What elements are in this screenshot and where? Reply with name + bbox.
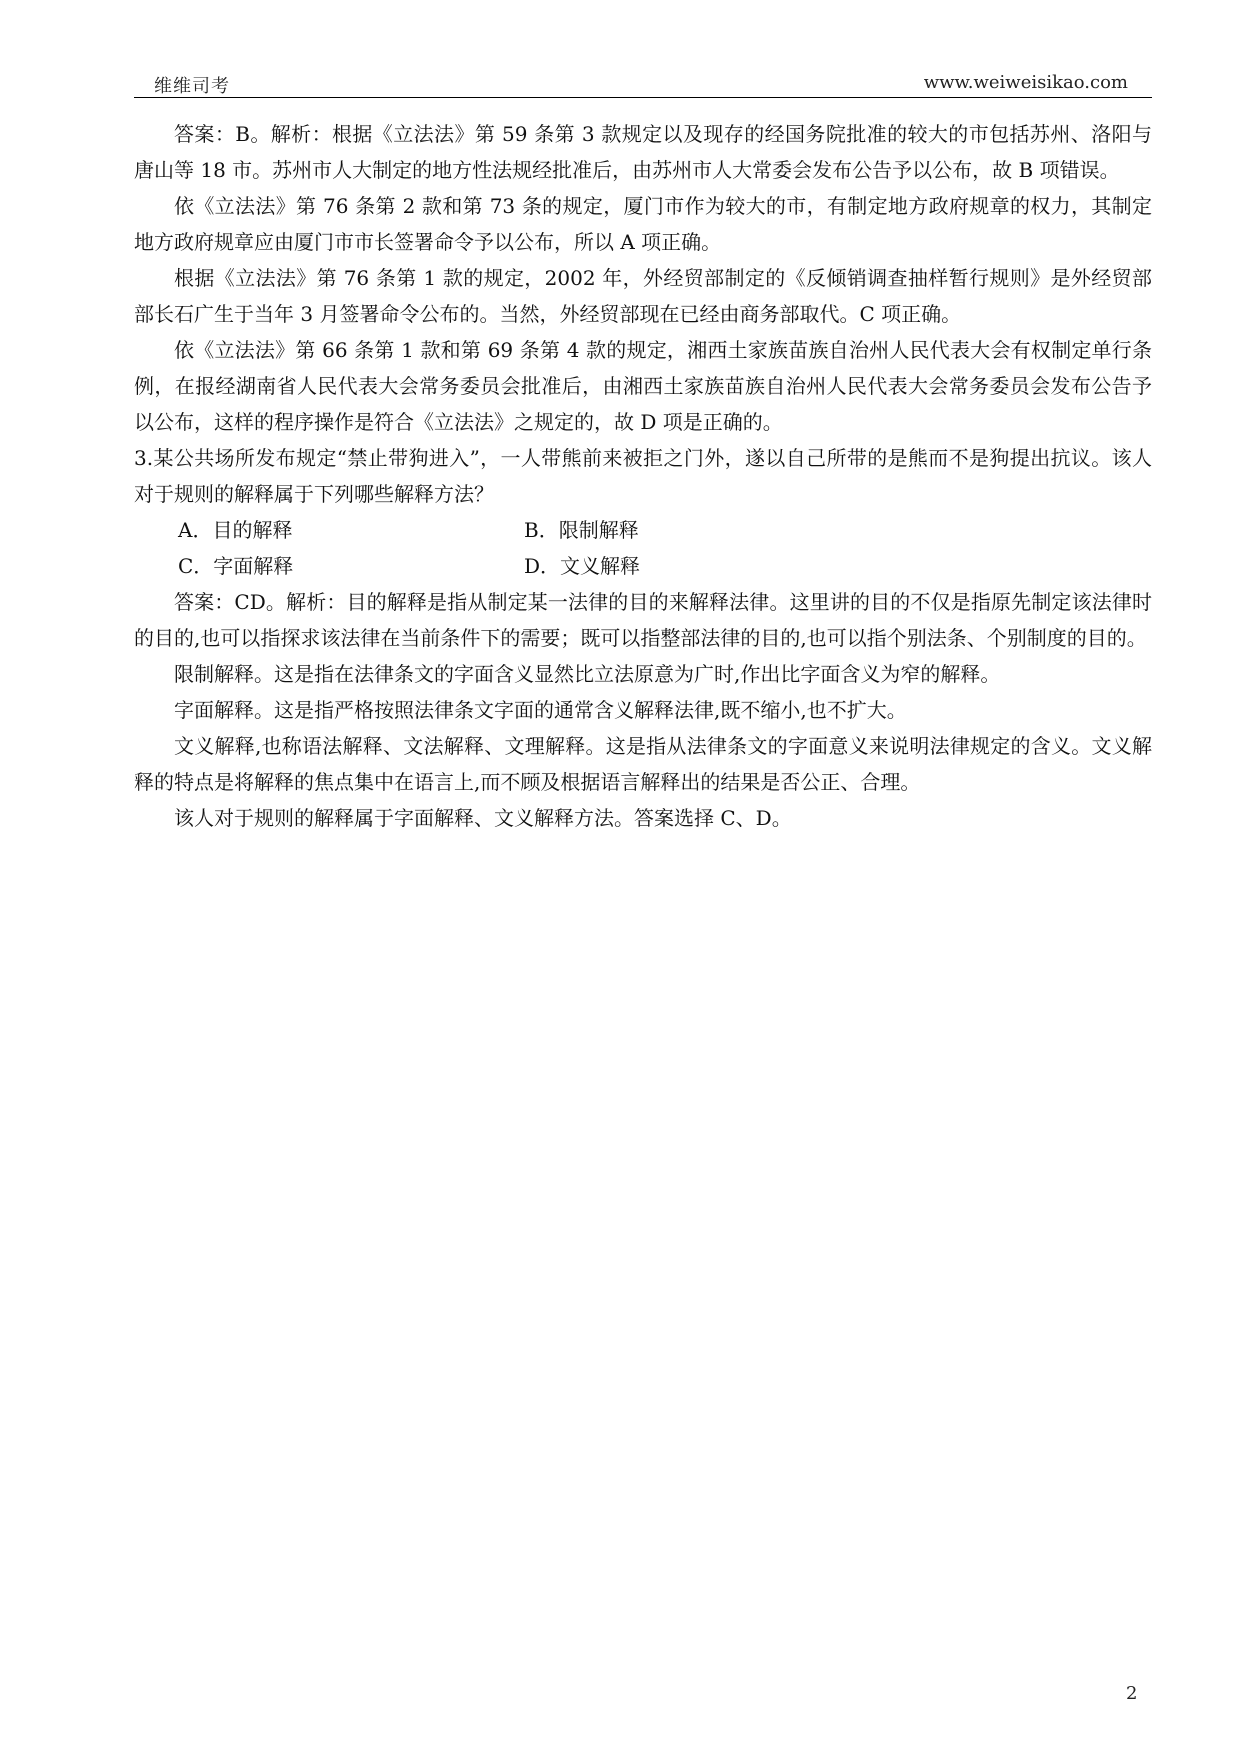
- option-c: C．字面解释: [178, 554, 294, 578]
- header-brand: 维维司考: [154, 76, 230, 97]
- answer-paragraph: 文义解释,也称语法解释、文法解释、文理解释。这是指从法律条文的字面意义来说明法律规定的含义。文义解释的特点是将解释的焦点集中在语言上,而不顾及根据语言解释出的结果是否公正、合理。: [134, 734, 1152, 794]
- answer-paragraph: 答案：CD。解析：目的解释是指从制定某一法律的目的来解释法律。这里讲的目的不仅是指原先制定该法律时的目的,也可以指探求该法律在当前条件下的需要；既可以指整部法律的目的,也可以指个别法条、个别制度的目的。: [134, 590, 1152, 650]
- page-number: 2: [1126, 1683, 1138, 1704]
- option-d: D．文义解释: [524, 554, 641, 578]
- options-row: [134, 512, 1152, 548]
- analysis-paragraph: 根据《立法法》第 76 条第 1 款的规定，2002 年，外经贸部制定的《反倾销调查抽样暂行规则》是外经贸部部长石广生于当年 3 月签署命令公布的。当然，外经贸部现在已经由商务部取代。C 项正确。: [134, 266, 1152, 326]
- option-b: B．限制解释: [524, 518, 639, 542]
- option-a: A．目的解释: [178, 518, 293, 542]
- page-header: [134, 0, 1152, 98]
- answer-paragraph: 该人对于规则的解释属于字面解释、文义解释方法。答案选择 C、D。: [174, 806, 792, 830]
- header-website: www.weiweisikao.com: [923, 72, 1128, 93]
- header-divider: [134, 97, 1152, 98]
- analysis-paragraph: 依《立法法》第 66 条第 1 款和第 69 条第 4 款的规定，湘西土家族苗族自治州人民代表大会有权制定单行条例，在报经湖南省人民代表大会常务委员会批准后，由湘西土家族苗族自治州人民代表大会常务委员会发布公告予以公布，这样的程序操作是符合《立法法》之规定的，故 D 项是正确的。: [134, 338, 1152, 434]
- analysis-paragraph: 依《立法法》第 76 条第 2 款和第 73 条的规定，厦门市作为较大的市，有制定地方政府规章的权力，其制定地方政府规章应由厦门市市长签署命令予以公布，所以 A 项正确。: [134, 194, 1152, 254]
- options-row: [134, 548, 1152, 584]
- document-body: [134, 116, 1152, 836]
- analysis-paragraph: 答案：B。解析：根据《立法法》第 59 条第 3 款规定以及现存的经国务院批准的较大的市包括苏州、洛阳与唐山等 18 市。苏州市人大制定的地方性法规经批准后，由苏州市人大常委会发布公告予以公布，故 B 项错误。: [134, 122, 1152, 182]
- question-text: 3.某公共场所发布规定“禁止带狗进入”，一人带熊前来被拒之门外，遂以自己所带的是熊而不是狗提出抗议。该人对于规则的解释属于下列哪些解释方法？: [134, 446, 1152, 506]
- answer-paragraph: 字面解释。这是指严格按照法律条文字面的通常含义解释法律,既不缩小,也不扩大。: [174, 698, 907, 722]
- answer-paragraph: 限制解释。这是指在法律条文的字面含义显然比立法原意为广时,作出比字面含义为窄的解释。: [174, 662, 1001, 686]
